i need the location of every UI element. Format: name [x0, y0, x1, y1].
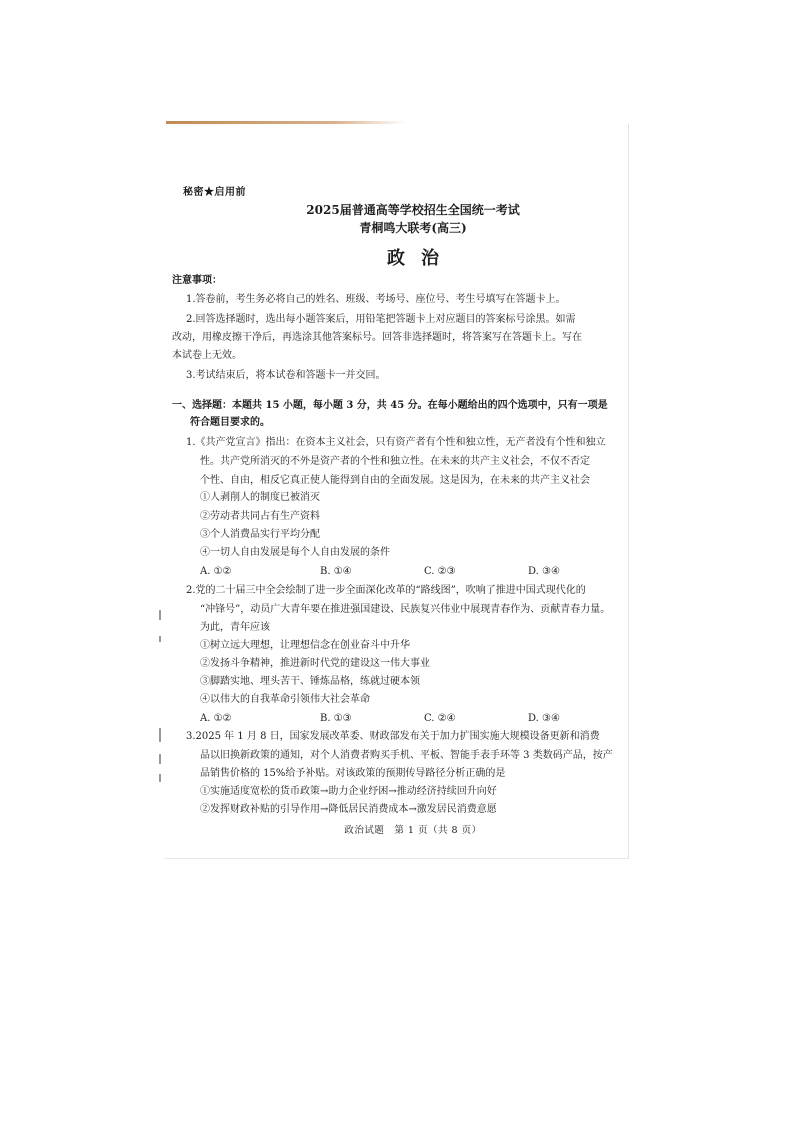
question-1-item-2: ②劳动者共同占有生产资料 — [200, 511, 320, 522]
question-3-item-1: ①实施适度宽松的货币政策→助力企业纾困→推动经济持续回升向好 — [200, 786, 497, 797]
question-2-item-4: ④以伟大的自我革命引领伟大社会革命 — [200, 694, 370, 705]
exam-subtitle: 青桐鸣大联考(高三) — [359, 221, 467, 235]
confidential-label: 秘密★启用前 — [183, 187, 246, 198]
page-footer: 政治试题 第 1 页（共 8 页） — [344, 825, 482, 836]
question-1-item-4: ④一切人自由发展是每个人自由发展的条件 — [200, 547, 390, 558]
question-2-item-3: ③脚踏实地、埋头苦干、锤炼品格，练就过硬本领 — [200, 676, 420, 687]
question-2-choice-c[interactable]: C. ②④ — [424, 713, 456, 724]
question-1-item-3: ③个人消费品实行平均分配 — [200, 529, 320, 540]
notice-item-2-line-1: 2.回答选择题时，选出每小题答案后，用铅笔把答题卡上对应题目的答案标号涂黑。如需 — [186, 314, 576, 325]
notice-item-1: 1.答卷前，考生务必将自己的姓名、班级、考场号、座位号、考生号填写在答题卡上。 — [186, 294, 566, 305]
binding-marks — [156, 610, 166, 800]
notice-item-3: 3.考试结束后，将本试卷和答题卡一并交回。 — [186, 370, 386, 381]
subject-title: 政治 — [387, 248, 455, 269]
question-3-item-2: ②发挥财政补贴的引导作用→降低居民消费成本→激发居民消费意愿 — [200, 804, 497, 815]
question-1-choice-b[interactable]: B. ①④ — [320, 566, 352, 577]
question-1-item-1: ①人剥削人的制度已被消灭 — [200, 492, 320, 503]
question-1-stem-line-1: 1.《共产党宣言》指出：在资本主义社会，只有资产者有个性和独立性，无产者没有个性和独立 — [186, 437, 606, 448]
exam-title: 2025届普通高等学校招生全国统一考试 — [306, 203, 520, 217]
notice-item-2-line-2: 改动，用橡皮擦干净后，再选涂其他答案标号。回答非选择题时，将答案写在答题卡上。写在 — [172, 332, 582, 343]
question-1-stem-line-2: 性。共产党所消灭的不外是资产者的个性和独立性。在未来的共产主义社会，不仅不否定 — [200, 456, 590, 467]
question-2-stem-line-1: 2.党的二十届三中全会绘制了进一步全面深化改革的“路线图”，吹响了推进中国式现代化的 — [186, 585, 586, 596]
question-2-choice-a[interactable]: A. ①② — [200, 713, 232, 724]
question-3-stem-line-2: 品以旧换新政策的通知，对个人消费者购买手机、平板、智能手表手环等 3 类数码产品，按产 — [200, 750, 613, 761]
question-1-choice-c[interactable]: C. ②③ — [424, 566, 456, 577]
section-heading-line-1: 一、选择题：本题共 15 小题，每小题 3 分，共 45 分。在每小题给出的四个选项中，只有一项是 — [172, 400, 608, 411]
question-3-stem-line-3: 品销售价格的 15%给予补贴。对该政策的预期传导路径分析正确的是 — [200, 768, 506, 779]
question-2-choice-d[interactable]: D. ③④ — [528, 713, 560, 724]
question-2-choice-b[interactable]: B. ①③ — [320, 713, 352, 724]
question-2-item-1: ①树立远大理想，让理想信念在创业奋斗中升华 — [200, 640, 410, 651]
section-heading-line-2: 符合题目要求的。 — [190, 417, 270, 428]
question-2-stem-line-3: 为此，青年应该 — [200, 622, 270, 633]
question-2-stem-line-2: “冲锋号”，动员广大青年要在推进强国建设、民族复兴伟业中展现青春作为、贡献青春力量。 — [200, 604, 611, 615]
question-1-stem-line-3: 个性、自由，相反它真正使人能得到自由的全面发展。这是因为，在未来的共产主义社会 — [200, 475, 590, 486]
notice-title: 注意事项： — [172, 275, 222, 286]
question-3-stem-line-1: 3.2025 年 1 月 8 日，国家发展改革委、财政部发布关于加力扩围实施大规模设备更新和消费 — [186, 731, 600, 742]
notice-item-2-line-3: 本试卷上无效。 — [172, 350, 242, 361]
question-1-choice-a[interactable]: A. ①② — [200, 566, 232, 577]
question-1-choice-d[interactable]: D. ③④ — [528, 566, 560, 577]
question-2-item-2: ②发扬斗争精神，推进新时代党的建设这一伟大事业 — [200, 658, 430, 669]
